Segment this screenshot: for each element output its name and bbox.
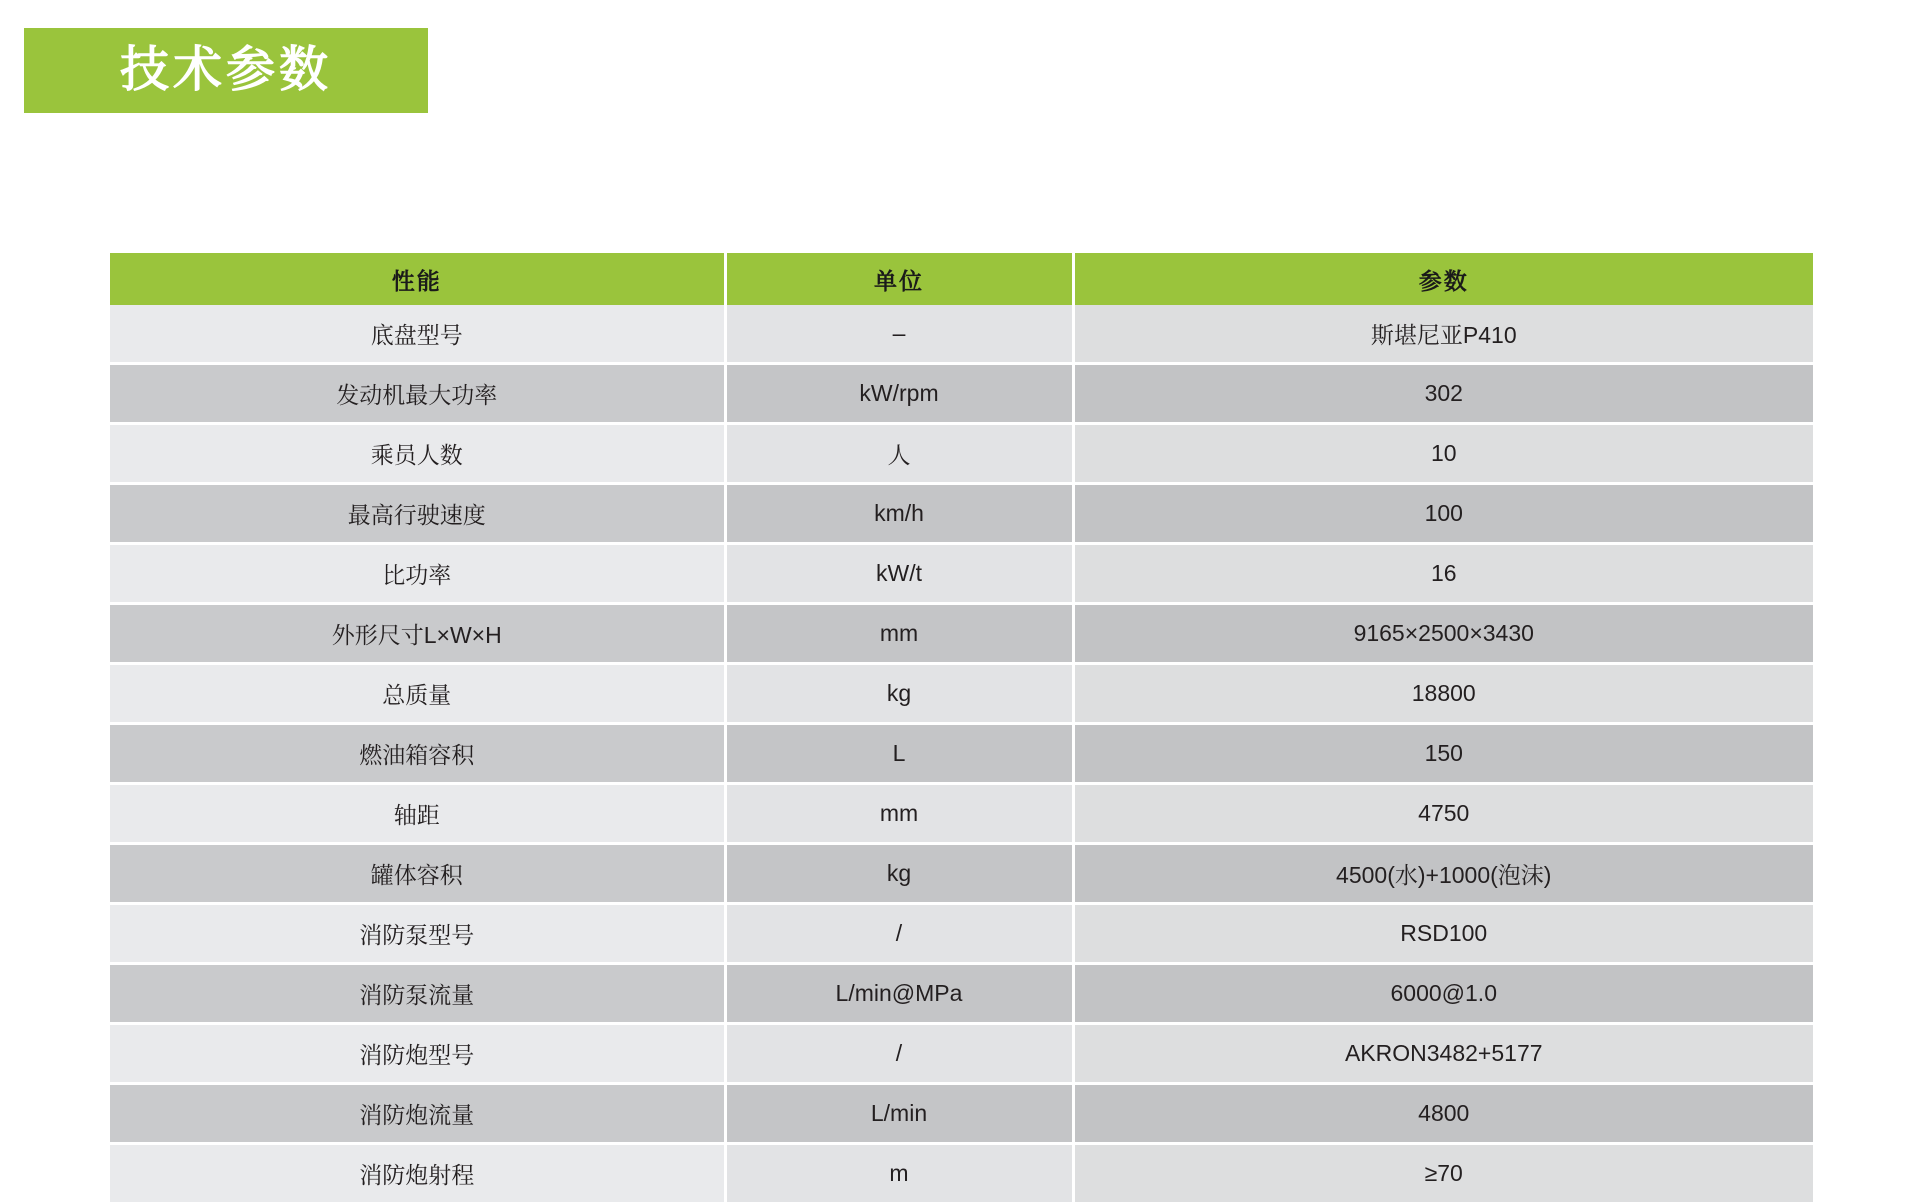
table-row	[110, 664, 1813, 724]
table-row	[110, 784, 1813, 844]
table-row	[110, 844, 1813, 904]
cell-performance: 总质量	[110, 664, 725, 724]
table-header	[110, 253, 1813, 305]
cell-parameter: 16	[1073, 544, 1813, 604]
page-title-banner	[24, 28, 428, 113]
cell-performance: 最高行驶速度	[110, 484, 725, 544]
table-row	[110, 424, 1813, 484]
table-header-row	[110, 253, 1813, 305]
table-row	[110, 724, 1813, 784]
table-row	[110, 484, 1813, 544]
cell-performance: 消防泵型号	[110, 904, 725, 964]
cell-performance: 消防炮流量	[110, 1084, 725, 1144]
cell-parameter: 9165×2500×3430	[1073, 604, 1813, 664]
cell-unit: kW/t	[725, 544, 1073, 604]
cell-performance: 发动机最大功率	[110, 364, 725, 424]
cell-unit: /	[725, 1024, 1073, 1084]
table-row	[110, 544, 1813, 604]
cell-parameter: 10	[1073, 424, 1813, 484]
cell-parameter: 斯堪尼亚P410	[1073, 305, 1813, 364]
cell-parameter: 4750	[1073, 784, 1813, 844]
cell-unit: km/h	[725, 484, 1073, 544]
cell-parameter: 4500(水)+1000(泡沫)	[1073, 844, 1813, 904]
cell-unit: L/min@MPa	[725, 964, 1073, 1024]
cell-performance: 比功率	[110, 544, 725, 604]
cell-parameter: 18800	[1073, 664, 1813, 724]
cell-unit: mm	[725, 784, 1073, 844]
cell-parameter: 6000@1.0	[1073, 964, 1813, 1024]
table-row	[110, 1084, 1813, 1144]
table-row	[110, 604, 1813, 664]
specifications-table	[110, 253, 1813, 1202]
cell-unit: kW/rpm	[725, 364, 1073, 424]
specifications-table-container	[110, 253, 1813, 1202]
cell-parameter: AKRON3482+5177	[1073, 1024, 1813, 1084]
cell-performance: 轴距	[110, 784, 725, 844]
cell-performance: 消防炮型号	[110, 1024, 725, 1084]
cell-parameter: 150	[1073, 724, 1813, 784]
cell-performance: 外形尺寸L×W×H	[110, 604, 725, 664]
column-header-unit: 单位	[725, 253, 1073, 305]
cell-unit: L/min	[725, 1084, 1073, 1144]
cell-parameter: 4800	[1073, 1084, 1813, 1144]
column-header-performance: 性能	[110, 253, 725, 305]
column-header-parameter: 参数	[1073, 253, 1813, 305]
page-title: 技术参数	[120, 46, 332, 95]
cell-performance: 消防泵流量	[110, 964, 725, 1024]
table-row	[110, 964, 1813, 1024]
cell-unit: mm	[725, 604, 1073, 664]
table-row	[110, 1144, 1813, 1202]
table-row	[110, 305, 1813, 364]
cell-performance: 消防炮射程	[110, 1144, 725, 1202]
cell-performance: 底盘型号	[110, 305, 725, 364]
cell-parameter: 302	[1073, 364, 1813, 424]
cell-unit: kg	[725, 844, 1073, 904]
cell-parameter: ≥70	[1073, 1144, 1813, 1202]
table-body	[110, 305, 1813, 1202]
table-row	[110, 364, 1813, 424]
cell-unit: /	[725, 904, 1073, 964]
cell-unit: kg	[725, 664, 1073, 724]
table-row	[110, 904, 1813, 964]
cell-performance: 燃油箱容积	[110, 724, 725, 784]
cell-unit: L	[725, 724, 1073, 784]
cell-unit: m	[725, 1144, 1073, 1202]
table-row	[110, 1024, 1813, 1084]
cell-performance: 乘员人数	[110, 424, 725, 484]
cell-performance: 罐体容积	[110, 844, 725, 904]
cell-parameter: 100	[1073, 484, 1813, 544]
cell-parameter: RSD100	[1073, 904, 1813, 964]
cell-unit: 人	[725, 424, 1073, 484]
cell-unit: –	[725, 305, 1073, 364]
